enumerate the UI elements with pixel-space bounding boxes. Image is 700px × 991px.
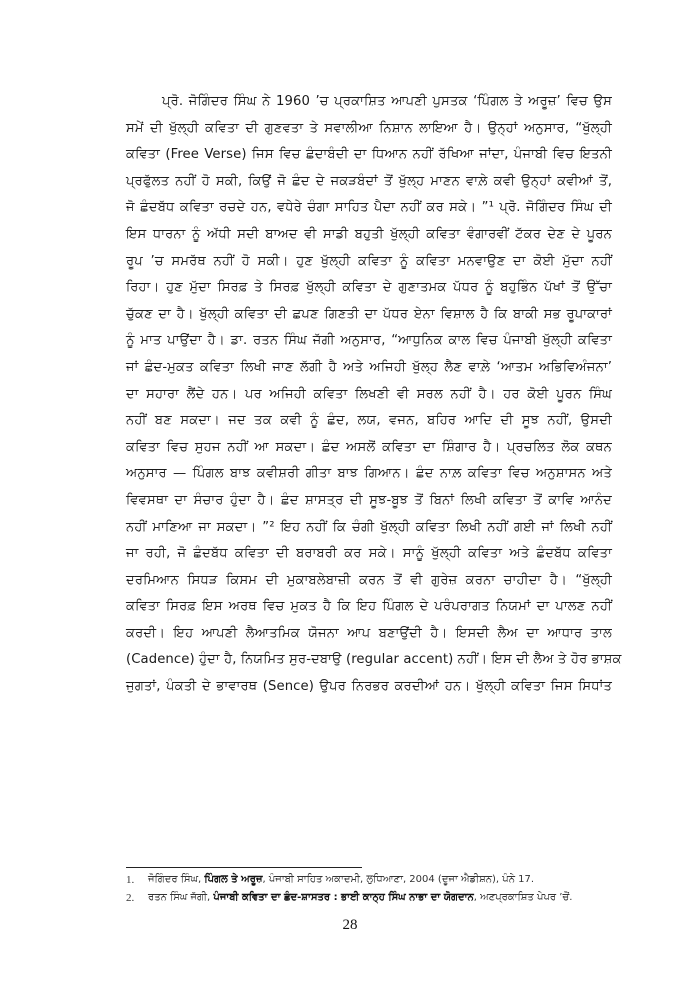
text-line: ਨੂੰ ਮਾਤ ਪਾਉਂਦਾ ਹੈ। ਡਾ. ਰਤਨ ਸਿੰਘ ਜੱਗੀ ਅਨੁਸਾਰ, “ਆਧੁਨਿਕ ਕਾਲ ਵਿਚ ਪੰਜਾਬੀ ਖੁੱਲ੍ਹੀ ਕਵਿਤਾ [126,333,612,349]
text-line: ਦਰਮਿਆਨ ਸਿਧੜ ਕਿਸਮ ਦੀ ਮੁਕਾਬਲੇਬਾਜ਼ੀ ਕਰਨ ਤੋਂ ਵੀ ਗੁਰੇਜ਼ ਕਰਨਾ ਚਾਹੀਦਾ ਹੈ। “ਖੁੱਲ੍ਹੀ [126,572,612,588]
text-line: ਪ੍ਰਫੁੱਲਤ ਨਹੀਂ ਹੋ ਸਕੀ, ਕਿਉਂ ਜੋ ਛੰਦ ਦੇ ਜਕੜਬੰਦਾਂ ਤੋਂ ਖੁੱਲ੍ਹ ਮਾਣਨ ਵਾਲ਼ੇ ਕਵੀ ਉਨ੍ਹਾਂ ਕਵੀਆਂ ਤੋਂ, [126,173,612,189]
footnote-number: 2. [126,892,135,904]
footnote-details: , ਪੰਜਾਬੀ ਸਾਹਿਤ ਅਕਾਦਮੀ, ਲੁਧਿਆਣਾ, 2004 (ਦੂਜਾ ਐਡੀਸ਼ਨ), ਪੰਨੇ 17. [262,874,535,885]
footnote-text [148,871,534,889]
text-line: ਸਮੇਂ ਦੀ ਖੁੱਲ੍ਹੀ ਕਵਿਤਾ ਦੀ ਗੁਣਵਤਾ ਤੇ ਸਵਾਲੀਆ ਨਿਸ਼ਾਨ ਲਾਇਆ ਹੈ। ਉਨ੍ਹਾਂ ਅਨੁਸਾਰ, “ਖੁੱਲ੍ਹੀ [126,120,612,136]
text-line: ਜੁਗਤਾਂ, ਪੰਕਤੀ ਦੇ ਭਾਵਾਰਥ (Sence) ਉਪਰ ਨਿਰਭਰ ਕਰਦੀਆਂ ਹਨ। ਖੁੱਲ੍ਹੀ ਕਵਿਤਾ ਜਿਸ ਸਿਧਾਂਤ [126,679,612,695]
footnote-details: , ਅਣਪ੍ਰਕਾਸ਼ਿਤ ਪੇਪਰ ’ਚੋਂ. [473,892,573,903]
text-line: ਕਰਦੀ। ਇਹ ਆਪਣੀ ਲੈਆਤਮਿਕ ਯੋਜਨਾ ਆਪ ਬਣਾਉਂਦੀ ਹੈ। ਇਸਦੀ ਲੈਅ ਦਾ ਆਧਾਰ ਤਾਲ [126,625,612,641]
footnote-number: 1. [126,874,135,886]
footnote-author: ਰਤਨ ਸਿੰਘ ਜੱਗੀ, [148,892,211,903]
footnote-separator [126,867,362,868]
text-line: ਚੁੱਕਣ ਦਾ ਹੈ। ਖੁੱਲ੍ਹੀ ਕਵਿਤਾ ਦੀ ਛਪਣ ਗਿਣਤੀ ਦਾ ਪੱਧਰ ਏਨਾ ਵਿਸ਼ਾਲ ਹੈ ਕਿ ਬਾਕੀ ਸਭ ਰੂਪਾਕਾਰਾਂ [126,306,612,322]
text-line: ਅਨੁਸਾਰ — ਪਿੰਗਲ ਬਾਝ ਕਵੀਸ਼ਰੀ ਗੀਤਾ ਬਾਝ ਗਿਆਨ। ਛੰਦ ਨਾਲ਼ ਕਵਿਤਾ ਵਿਚ ਅਨੁਸ਼ਾਸਨ ਅਤੇ [126,466,612,482]
text-line: (Cadence) ਹੁੰਦਾ ਹੈ, ਨਿਯਮਿਤ ਸੁਰ-ਦਬਾਉ (regular accent) ਨਹੀਂ। ਇਸ ਦੀ ਲੈਅ ਤੇ ਹੋਰ ਭਾਸ਼ਕ [126,652,622,668]
footnote-2 [126,889,612,907]
page-number: 28 [342,917,358,933]
body-paragraph [126,89,622,701]
text-line: ਨਹੀਂ ਮਾਣਿਆ ਜਾ ਸਕਦਾ। ”² ਇਹ ਨਹੀਂ ਕਿ ਚੰਗੀ ਖੁੱਲ੍ਹੀ ਕਵਿਤਾ ਲਿਖੀ ਨਹੀਂ ਗਈ ਜਾਂ ਲਿਖੀ ਨਹੀਂ [126,519,612,535]
text-line: ਦਾ ਸਹਾਰਾ ਲੈਂਦੇ ਹਨ। ਪਰ ਅਜਿਹੀ ਕਵਿਤਾ ਲਿਖਣੀ ਵੀ ਸਰਲ ਨਹੀਂ ਹੈ। ਹਰ ਕੋਈ ਪੂਰਨ ਸਿੰਘ [126,386,612,402]
text-line: ਪ੍ਰੋ. ਜੋਗਿੰਦਰ ਸਿੰਘ ਨੇ 1960 ’ਚ ਪ੍ਰਕਾਸ਼ਿਤ ਆਪਣੀ ਪੁਸਤਕ ‘ਪਿੰਗਲ ਤੇ ਅਰੂਜ਼’ ਵਿਚ ਉਸ [162,94,612,109]
footnote-title: ਪੰਜਾਬੀ ਕਵਿਤਾ ਦਾ ਛੰਦ-ਸ਼ਾਸਤਰ : ਭਾਈ ਕਾਨ੍ਹ ਸਿੰਘ ਨਾਭਾ ਦਾ ਯੋਗਦਾਨ [213,892,474,903]
footnote-author: ਜੋਗਿੰਦਰ ਸਿੰਘ, [148,874,202,885]
text-line: ਇਸ ਧਾਰਨਾ ਨੂੰ ਅੱਧੀ ਸਦੀ ਬਾਅਦ ਵੀ ਸਾਡੀ ਬਹੁਤੀ ਖੁੱਲ੍ਹੀ ਕਵਿਤਾ ਵੰਗਾਰਵੀਂ ਟੱਕਰ ਦੇਣ ਦੇ ਪੂਰਨ [126,226,612,242]
text-line: ਕਵਿਤਾ (Free Verse) ਜਿਸ ਵਿਚ ਛੰਦਾਬੰਦੀ ਦਾ ਧਿਆਨ ਨਹੀਂ ਰੱਖਿਆ ਜਾਂਦਾ, ਪੰਜਾਬੀ ਵਿਚ ਇਤਨੀ [126,147,612,163]
footnotes [126,871,612,907]
footnote-text [148,889,572,907]
footnote-1 [126,871,612,889]
text-line: ਜਾ ਰਹੀ, ਜੋ ਛੰਦਬੱਧ ਕਵਿਤਾ ਦੀ ਬਰਾਬਰੀ ਕਰ ਸਕੇ। ਸਾਨੂੰ ਖੁੱਲ੍ਹੀ ਕਵਿਤਾ ਅਤੇ ਛੰਦਬੱਧ ਕਵਿਤਾ [126,546,612,562]
footnote-title: ਪਿੰਗਲ ਤੇ ਅਰੂਜ਼ [204,874,263,885]
text-line: ਕਵਿਤਾ ਸਿਰਫ਼ ਇਸ ਅਰਥ ਵਿਚ ਮੁਕਤ ਹੈ ਕਿ ਇਹ ਪਿੰਗਲ ਦੇ ਪਰੰਪਰਾਗਤ ਨਿਯਮਾਂ ਦਾ ਪਾਲਣ ਨਹੀਂ [126,599,612,615]
text-line: ਨਹੀਂ ਬਣ ਸਕਦਾ। ਜਦ ਤਕ ਕਵੀ ਨੂੰ ਛੰਦ, ਲਯ, ਵਜਨ, ਬਹਿਰ ਆਦਿ ਦੀ ਸੂਝ ਨਹੀਂ, ਉਸਦੀ [126,413,612,429]
text-line: ਰੂਪ ’ਚ ਸਮਰੱਥ ਨਹੀਂ ਹੋ ਸਕੀ। ਹੁਣ ਖੁੱਲ੍ਹੀ ਕਵਿਤਾ ਨੂੰ ਕਵਿਤਾ ਮਨਵਾਉਣ ਦਾ ਕੋਈ ਮੁੱਦਾ ਨਹੀਂ [126,253,612,269]
text-line: ਵਿਵਸਥਾ ਦਾ ਸੰਚਾਰ ਹੁੰਦਾ ਹੈ। ਛੰਦ ਸ਼ਾਸਤ੍ਰ ਦੀ ਸੂਝ-ਬੂਝ ਤੋਂ ਬਿਨਾਂ ਲਿਖੀ ਕਵਿਤਾ ਤੋਂ ਕਾਵਿ ਆਨੰਦ [126,492,612,508]
text-line: ਰਿਹਾ। ਹੁਣ ਮੁੱਦਾ ਸਿਰਫ਼ ਤੇ ਸਿਰਫ਼ ਖੁੱਲ੍ਹੀ ਕਵਿਤਾ ਦੇ ਗੁਣਾਤਮਕ ਪੱਧਰ ਨੂੰ ਬਹੁਭਿੰਨ ਪੱਖਾਂ ਤੋਂ ਉੱਚਾ [126,280,612,296]
text-line: ਜਾਂ ਛੰਦ-ਮੁਕਤ ਕਵਿਤਾ ਲਿਖੀ ਜਾਣ ਲੱਗੀ ਹੈ ਅਤੇ ਅਜਿਹੀ ਖੁੱਲ੍ਹ ਲੈਣ ਵਾਲ਼ੇ ‘ਆਤਮ ਅਭਿਵਿਅੰਜਨਾ’ [126,359,612,375]
text-line: ਕਵਿਤਾ ਵਿਚ ਸੁਹਜ ਨਹੀਂ ਆ ਸਕਦਾ। ਛੰਦ ਅਸਲੋਂ ਕਵਿਤਾ ਦਾ ਸ਼ਿੰਗਾਰ ਹੈ। ਪ੍ਰਚਲਿਤ ਲੋਕ ਕਥਨ [126,439,612,455]
text-line: ਜੋ ਛੰਦਬੱਧ ਕਵਿਤਾ ਰਚਦੇ ਹਨ, ਵਧੇਰੇ ਚੰਗਾ ਸਾਹਿਤ ਪੈਦਾ ਨਹੀਂ ਕਰ ਸਕੇ। ”¹ ਪ੍ਰੋ. ਜੋਗਿੰਦਰ ਸਿੰਘ ਦੀ [126,200,612,216]
